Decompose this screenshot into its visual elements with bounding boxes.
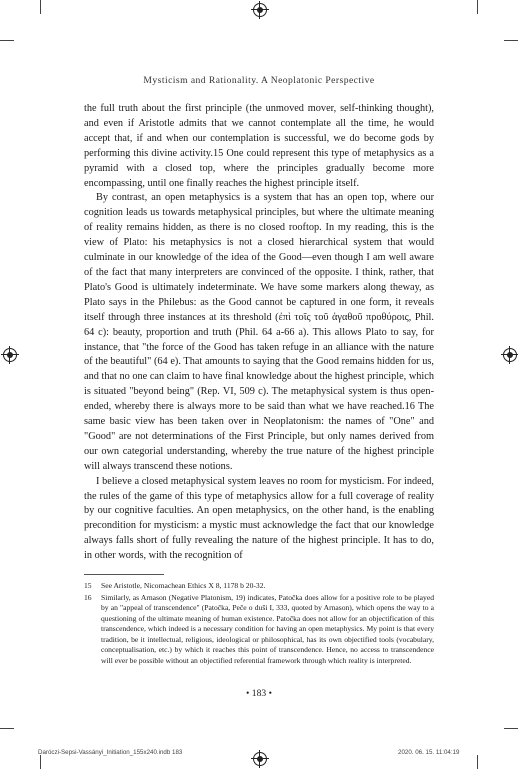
- crop-mark: [477, 755, 478, 769]
- main-text: [84, 102, 434, 564]
- footnote-number: 15: [84, 581, 92, 590]
- footnote-number: 16: [84, 592, 92, 602]
- crop-mark: [0, 40, 14, 41]
- crop-mark: [504, 728, 518, 729]
- footnotes: [84, 581, 434, 667]
- body-paragraph: By contrast, an open metaphysics is a system that has an open top, where our cognition leads us towards metaphysical principles, but where the ultimate meaning of reality remains hidden, as there is no closed rooftop. In my reading, this is the view of Plato: his metaphysics is not a closed hierarchical system that would culminate in our knowledge of the idea of the Good—even though I am well aware of the fact that many interpreters are convinced of the opposite. I think, rather, that Plato's Good is ultimately indeterminate. We have some markers along theway, as Plato says in the Philebus: as the Good cannot be captured in one form, it reveals itself through three instances at its threshold (ἐπὶ τοῖς τοῦ ἀγαθοῦ προθύροις, Phil. 64 c): beauty, proportion and truth (Phil. 64 a-66 a). This allows Plato to say, for instance, that "the force of the Good has taken refuge in an alliance with the nature of the beautiful" (64 e). That amounts to saying that the Good remains hidden for us, and that no one can claim to have final knowledge about the highest principle, which is situated "beyond being" (Rep. VI, 509 c). The metaphysical system is thus open-ended, whereby there is always more to be said than what we have reached.16 The same basic view has been taken over in Neoplatonism: the names of "One" and "Good" are not determinations of the First Principle, but only names derived from our own categorial understanding, whereby the true nature of the highest principle will always transcend these notions.: [84, 192, 434, 472]
- footnote: [84, 581, 434, 592]
- crop-mark: [40, 0, 41, 14]
- crop-mark: [40, 755, 41, 769]
- page-number: • 183 •: [246, 688, 272, 699]
- footnote: [84, 593, 434, 667]
- body-paragraph: I believe a closed metaphysical system leaves no room for mysticism. For indeed, the rules of the game of this type of metaphysics allow for a full coverage of reality by our cognitive faculties. An open metaphysics, on the other hand, is the enabling precondition for mysticism: a mystic must acknowledge the fact that our knowledge always falls short of fully revealing the nature of the highest principle. It has to do, in other words, with the recognition of: [84, 475, 434, 562]
- slug-datetime: 2020. 06. 15. 11:04:19: [398, 749, 460, 756]
- crop-mark: [477, 0, 478, 14]
- body-paragraph: the full truth about the first principle (the unmoved mover, self-thinking thought), and even if Aristotle admits that we cannot contemplate all the time, he would accept that, if and when our contemplation is successful, we do become gods by performing this divine activity.15 One could represent this type of metaphysics as a pyramid with a closed top, where the principles gradually become more encompassing, until one finally reaches the highest principle itself.: [84, 103, 434, 189]
- registration-mark-right: [503, 348, 517, 362]
- crop-mark: [0, 728, 14, 729]
- registration-mark-bottom: [253, 752, 267, 766]
- registration-mark-top: [253, 3, 267, 17]
- registration-mark-left: [3, 348, 17, 362]
- footnote-text: See Aristotle, Nicomachean Ethics X 8, 1178 b 20-32.: [101, 581, 266, 590]
- footnote-text: Similarly, as Arnason (Negative Platonism, 19) indicates, Patočka does allow for a positive role to be played by an "appeal of transcendence" (Patočka, Peče o duši I, 333, quoted by Arnason), which opens the way to a questioning of the ultimate meaning of human existence. Patočka does not allow for an objectification of this transcendence, which indeed is a necessary condition for having an open metaphysics. My point is that every tradition, be it intellectual, religious, ideological or philosophical, has its own objectified tools (vocabulary, conceptualisation, etc.) by which it reaches this point of transcendence. Hence, no access to transcendence will ever be possible without an objectified referential framework through which reality is interpreted.: [101, 592, 434, 665]
- slug-file: Daróczi-Sepsi-Vassányi_Initiation_155x240.indb 183: [38, 749, 183, 756]
- crop-mark: [504, 40, 518, 41]
- running-head: Mysticism and Rationality. A Neoplatonic Perspective: [143, 75, 375, 86]
- footnote-rule: [84, 574, 164, 575]
